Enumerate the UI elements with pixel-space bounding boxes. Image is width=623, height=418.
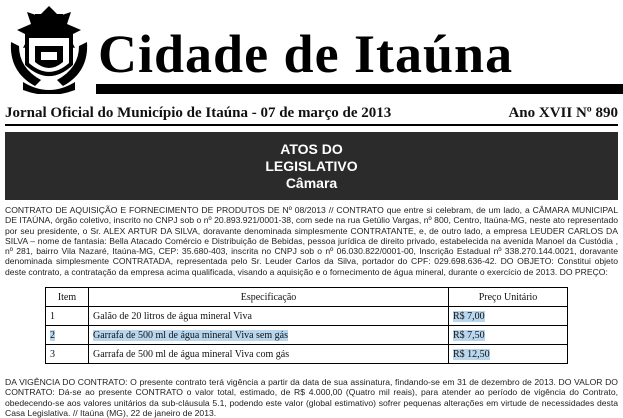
- item-price: [449, 326, 568, 345]
- table-row: [46, 326, 568, 345]
- price-value: R$ 7,00: [453, 310, 485, 322]
- masthead-rule: [96, 84, 623, 94]
- issue-number: Ano XVII Nº 890: [508, 105, 618, 121]
- item-price: [449, 345, 568, 364]
- item-spec: [89, 326, 449, 345]
- column-header-item: Item: [46, 288, 89, 307]
- masthead: [0, 0, 623, 121]
- table-row: [46, 345, 568, 364]
- edition-line: Jornal Oficial do Município de Itaúna - 07 de março de 2013: [5, 105, 392, 121]
- masthead-subtitle: [5, 102, 618, 122]
- table-row: [46, 307, 568, 326]
- column-header-spec: Especificação: [89, 288, 449, 307]
- subtitle-rule: [5, 124, 618, 126]
- price-table: [45, 287, 568, 364]
- item-number-value: 2: [50, 329, 55, 341]
- contract-closing-text: DA VIGÊNCIA DO CONTRATO: O presente contrato terá vigência a partir da data de sua assinatura, findando-se em 31 de dezembro de 2013. DO VALOR DO CONTRATO: Dá-se ao presente CONTRATO o valor total, estimado, de R$ 4.000,00 (Quatro mil reais), para atender ao período de vigência do Contrato, obedecendo-se aos valores unitários da sub-cláusula 5.1, podendo este valor (global estimativo) sofrer pequenas alterações em virtude de necessidades desta Casa Legislativa. // Itaúna (MG), 22 de janeiro de 2013.: [5, 377, 618, 418]
- contract-intro-text: CONTRATO DE AQUISIÇÃO E FORNECIMENTO DE PRODUTOS DE Nº 08/2013 // CONTRATO que entre si celebram, de um lado, a CÂMARA MUNICIPAL DE ITAÚNA, órgão coletivo, inscrito no CNPJ sob o nº 20.893.921/0001-38, com sede na rua Getúlio Vargas, nº 800, Centro, Itaúna-MG, neste ato representado por seu presidente, o Sr. ALEX ARTUR DA SILVA, doravante denominada simplesmente CONTRATANTE, e, de outro lado, a empresa LEUDER CARLOS DA SILVA – nome de fantasia: Bella Atacado Comércio e Distribuição de Bebidas, pessoa jurídica de direito privado, estabelecida na avenida Manoel da Custódia , nº 281, bairro Vila Nazaré, Itaúna-MG, CEP: 35.680-403, inscrita no CNPJ sob o nº 06.030.822/0001-00, Inscrição Estadual nº 338.270.144.0021, doravante denominada simplesmente CONTRATADA, representada pelo Sr. Leuder Carlos da Silva, portador do CPF: 029.698.636-42. DO OBJETO: Constitui objeto deste contrato, a contratação da empresa acima qualificada, visando a aquisição e o fornecimento de água mineral, durante o exercício de 2013. DO PREÇO:: [5, 205, 618, 277]
- section-header: [5, 132, 618, 200]
- municipal-seal-icon: [5, 2, 93, 94]
- item-number: 1: [46, 307, 89, 326]
- section-title-line-2: LEGISLATIVO: [265, 158, 358, 174]
- item-spec-value: Garrafa de 500 ml de água mineral Viva sem gás: [93, 329, 288, 341]
- item-price: [449, 307, 568, 326]
- item-spec: Garrafa de 500 ml de água mineral Viva com gás: [89, 345, 449, 364]
- item-number: [46, 326, 89, 345]
- price-value: R$ 7,50: [453, 329, 485, 341]
- newspaper-title: Cidade de Itaúna: [98, 24, 514, 84]
- table-header-row: [46, 288, 568, 307]
- section-subtitle: Câmara: [285, 175, 338, 191]
- section-title-line-1: ATOS DO: [280, 141, 343, 157]
- column-header-price: Preço Unitário: [449, 288, 568, 307]
- item-spec: Galão de 20 litros de água mineral Viva: [89, 307, 449, 326]
- item-number: 3: [46, 345, 89, 364]
- price-value: R$ 12,50: [453, 348, 490, 360]
